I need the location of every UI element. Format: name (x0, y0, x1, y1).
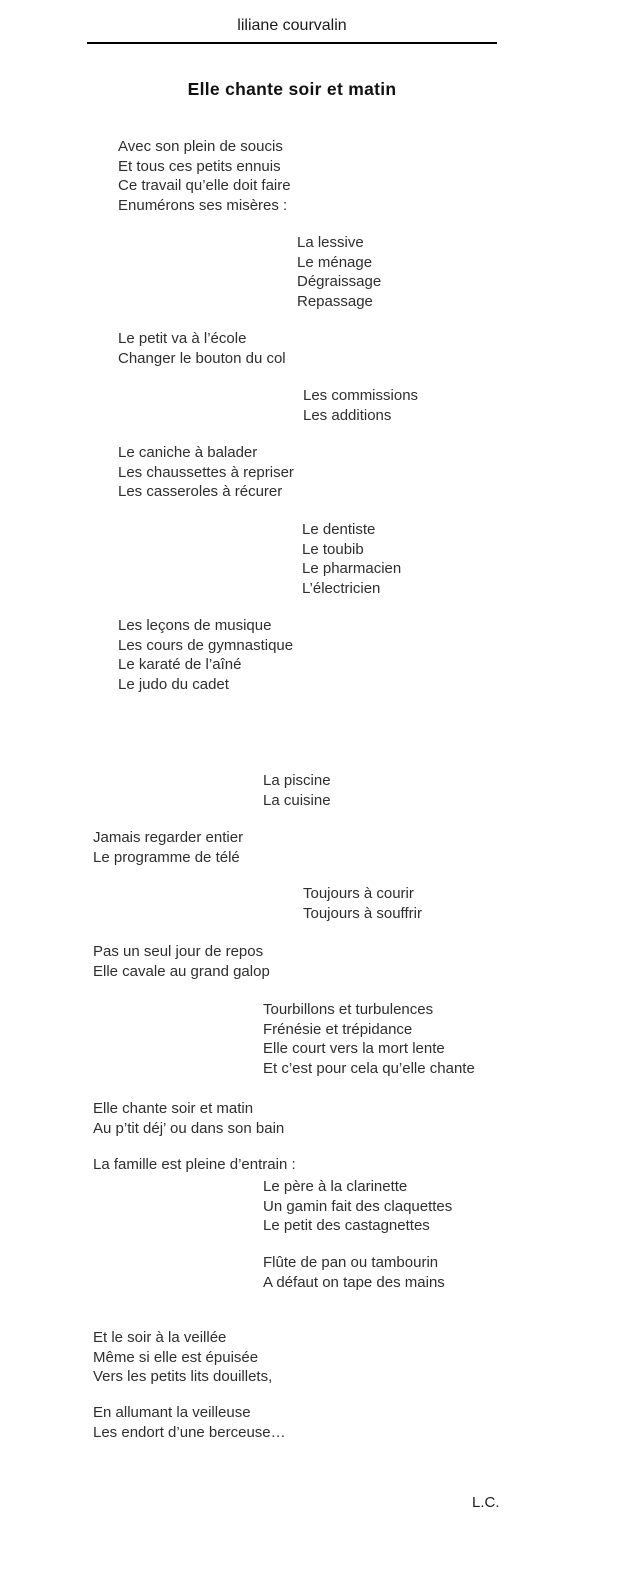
poem-line: Dégraissage (297, 273, 382, 291)
poem-line: Les chaussettes à repriser (118, 463, 294, 481)
poem-line: A défaut on tape des mains (263, 1273, 445, 1291)
poem-line: Le judo du cadet (118, 675, 229, 693)
poem-line: Les cours de gymnastique (118, 636, 294, 654)
poem-stanza-3 (118, 329, 286, 368)
poem-line: Le toubib (302, 540, 364, 558)
poem-line: Le dentiste (302, 521, 376, 538)
poem-line: Les commissions (303, 387, 419, 404)
poem-line: Les leçons de musique (118, 617, 272, 634)
poem-stanza-11 (93, 942, 270, 981)
poem-line: Les casseroles à récurer (118, 483, 283, 501)
signature-initials: L.C. (472, 1494, 500, 1511)
poem-line: Le petit va à l’école (118, 330, 247, 347)
poem-stanza-17 (93, 1328, 272, 1387)
poem-line: Frénésie et trépidance (263, 1020, 413, 1038)
poem-line: Et c’est pour cela qu’elle chante (263, 1059, 475, 1077)
poem-stanza-1 (118, 137, 291, 215)
poem-line: Pas un seul jour de repos (93, 943, 264, 960)
poem-stanza-5 (118, 443, 294, 502)
poem-line: Au p’tit déj’ ou dans son bain (93, 1119, 285, 1137)
poem-line: Vers les petits lits douillets, (93, 1368, 273, 1386)
poem-line: En allumant la veilleuse (93, 1404, 251, 1421)
poem-line: Même si elle est épuisée (93, 1348, 259, 1366)
poem-line: Enumérons ses misères : (118, 196, 288, 214)
poem-line: Le karaté de l’aîné (118, 656, 242, 674)
poem-line: Elle court vers la mort lente (263, 1040, 445, 1058)
poem-stanza-8 (263, 771, 331, 810)
poem-line: Le petit des castagnettes (263, 1217, 430, 1235)
poem-stanza-14 (93, 1155, 296, 1175)
poem-stanza-18 (93, 1403, 286, 1442)
poem-line: Jamais regarder entier (93, 829, 244, 846)
poem-line: Le caniche à balader (118, 444, 258, 461)
poem-title: Elle chante soir et matin (187, 79, 397, 99)
poem-line: Elle cavale au grand galop (93, 962, 270, 980)
poem-line: Elle chante soir et matin (93, 1100, 254, 1117)
poem-line: Le père à la clarinette (263, 1178, 408, 1195)
poem-stanza-4 (303, 386, 418, 425)
poem-stanza-7 (118, 616, 293, 694)
poem-line: La lessive (297, 234, 364, 251)
poem-stanza-16 (263, 1253, 445, 1292)
poem-line: Avec son plein de soucis (118, 138, 283, 155)
poem-line: La famille est pleine d’entrain : (93, 1156, 296, 1173)
poem-stanza-2 (297, 233, 381, 311)
poem-stanza-10 (303, 884, 422, 923)
poem-line: L’électricien (302, 579, 381, 597)
poem-line: Repassage (297, 292, 373, 310)
poem-stanza-13 (93, 1099, 284, 1138)
poem-line: La piscine (263, 772, 331, 789)
poem-line: Et le soir à la veillée (93, 1329, 227, 1346)
poem-line: Ce travail qu’elle doit faire (118, 177, 291, 195)
poem-line: Changer le bouton du col (118, 349, 286, 367)
poem-line: Le programme de télé (93, 848, 240, 866)
poem-line: Et tous ces petits ennuis (118, 157, 281, 175)
header-rule (87, 42, 497, 44)
poem-line: Les additions (303, 406, 392, 424)
poem-stanza-6 (302, 520, 401, 598)
poem-stanza-15 (263, 1177, 452, 1236)
poem-line: Le ménage (297, 253, 373, 271)
author-header: liliane courvalin (237, 17, 347, 34)
poem-line: Toujours à souffrir (303, 904, 422, 922)
poem-line: Flûte de pan ou tambourin (263, 1254, 439, 1271)
poem-stanza-12 (263, 1000, 475, 1078)
poem-line: Un gamin fait des claquettes (263, 1197, 453, 1215)
poem-line: Tourbillons et turbulences (263, 1001, 434, 1018)
poem-line: La cuisine (263, 791, 331, 809)
poem-line: Toujours à courir (303, 885, 414, 902)
poem-line: Les endort d’une berceuse… (93, 1423, 286, 1441)
poem-stanza-9 (93, 828, 243, 867)
poem-line: Le pharmacien (302, 560, 402, 578)
